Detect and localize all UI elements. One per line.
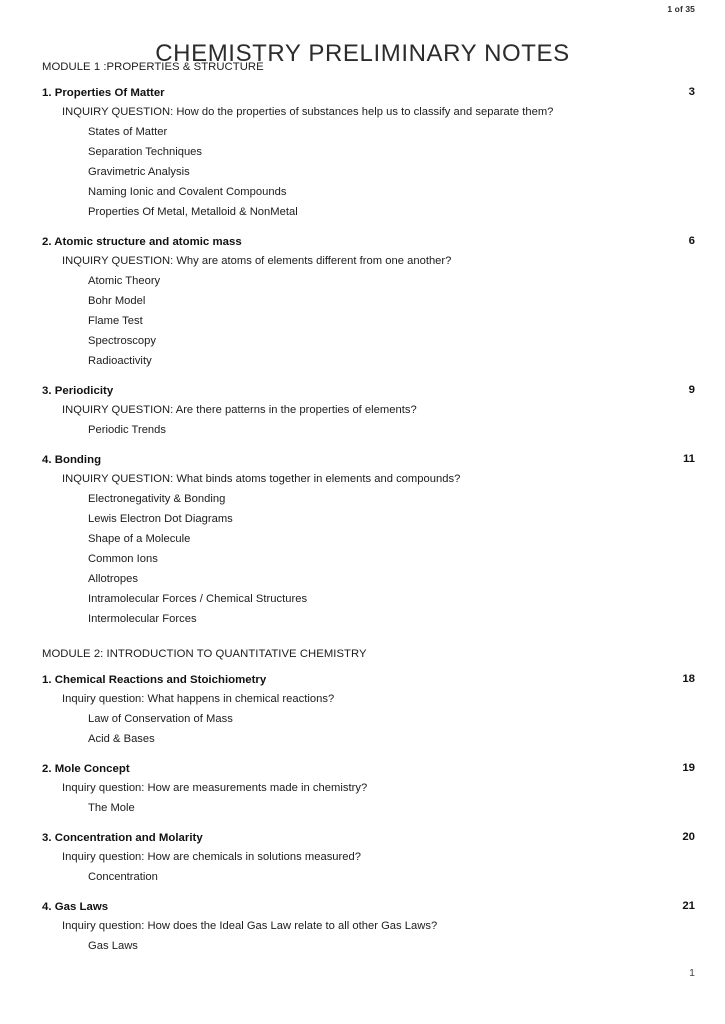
toc-section[interactable] [0,380,725,440]
topic-item[interactable]: Gas Laws [88,940,138,952]
topic-item[interactable]: Intermolecular Forces [88,613,197,625]
inquiry-question: Inquiry question: How are chemicals in solutions measured? [62,851,362,863]
toc-section-page-number: 18 [682,673,695,685]
document-title: CHEMISTRY PRELIMINARY NOTES [155,40,570,68]
toc-section-page-number: 11 [682,453,695,465]
toc-section-label: 4. Gas Laws [42,901,109,913]
inquiry-question: INQUIRY QUESTION: Are there patterns in the properties of elements? [62,404,417,416]
toc-section[interactable] [0,896,725,956]
toc-section[interactable] [0,82,725,222]
toc-section-label: 1. Properties Of Matter [42,87,165,99]
topic-item[interactable]: Naming Ionic and Covalent Compounds [88,186,287,198]
toc-section-heading[interactable] [42,827,695,847]
toc-section[interactable] [0,231,725,371]
toc-section-page-number: 19 [682,762,695,774]
toc-section-heading[interactable] [42,758,695,778]
toc-section-label: 1. Chemical Reactions and Stoichiometry [42,674,267,686]
toc-section-heading[interactable] [42,669,695,689]
toc-section[interactable] [0,758,725,818]
table-of-contents [0,59,725,956]
inquiry-question: INQUIRY QUESTION: How do the properties of substances help us to classify and separate them? [62,106,554,118]
page-number-footer: 1 [689,967,695,979]
toc-section[interactable] [0,449,725,629]
topic-item[interactable]: Spectroscopy [88,335,157,347]
topic-list [0,936,725,956]
toc-section[interactable] [0,669,725,749]
topic-list [0,420,725,440]
toc-section-page-number: 6 [688,235,695,247]
inquiry-question: Inquiry question: What happens in chemical reactions? [62,693,335,705]
toc-section-page-number: 3 [688,86,695,98]
topic-item[interactable]: Radioactivity [88,355,152,367]
toc-section-page-number: 21 [682,900,695,912]
topic-item[interactable]: Allotropes [88,573,138,585]
topic-item[interactable]: Separation Techniques [88,146,203,158]
topic-item[interactable]: Acid & Bases [88,733,155,745]
toc-section-heading[interactable] [42,231,695,251]
toc-section-page-number: 20 [682,831,695,843]
topic-item[interactable]: Law of Conservation of Mass [88,713,233,725]
topic-item[interactable]: The Mole [88,802,135,814]
topic-item[interactable]: Properties Of Metal, Metalloid & NonMetal [88,206,298,218]
topic-item[interactable]: Flame Test [88,315,143,327]
inquiry-question: Inquiry question: How does the Ideal Gas Law relate to all other Gas Laws? [62,920,438,932]
topic-item[interactable]: States of Matter [88,126,168,138]
module-title: MODULE 1 :PROPERTIES & STRUCTURE [42,61,264,73]
topic-item[interactable]: Intramolecular Forces / Chemical Structures [88,593,308,605]
topic-list [0,709,725,749]
topic-item[interactable]: Electronegativity & Bonding [88,493,226,505]
topic-list [0,122,725,222]
topic-list [0,271,725,371]
toc-section-heading[interactable] [42,449,695,469]
topic-item[interactable]: Concentration [88,871,158,883]
topic-item[interactable]: Common Ions [88,553,158,565]
topic-item[interactable]: Periodic Trends [88,424,167,436]
toc-section-heading[interactable] [42,896,695,916]
running-header-page-indicator: 1 of 35 [667,4,695,14]
toc-section-heading[interactable] [42,380,695,400]
toc-section-label: 2. Mole Concept [42,763,130,775]
module-block [0,646,725,956]
topic-list [0,867,725,887]
inquiry-question: Inquiry question: How are measurements made in chemistry? [62,782,368,794]
module-title: MODULE 2: INTRODUCTION TO QUANTITATIVE CHEMISTRY [42,648,367,660]
topic-item[interactable]: Shape of a Molecule [88,533,191,545]
toc-section-page-number: 9 [688,384,695,396]
toc-section-label: 3. Periodicity [42,385,114,397]
inquiry-question: INQUIRY QUESTION: What binds atoms together in elements and compounds? [62,473,461,485]
toc-section-heading[interactable] [42,82,695,102]
module-block [0,59,725,629]
topic-list [0,798,725,818]
toc-section-label: 2. Atomic structure and atomic mass [42,236,242,248]
topic-item[interactable]: Bohr Model [88,295,146,307]
toc-section-label: 4. Bonding [42,454,102,466]
topic-item[interactable]: Lewis Electron Dot Diagrams [88,513,233,525]
topic-list [0,489,725,629]
topic-item[interactable]: Atomic Theory [88,275,161,287]
toc-section[interactable] [0,827,725,887]
topic-item[interactable]: Gravimetric Analysis [88,166,190,178]
toc-section-label: 3. Concentration and Molarity [42,832,203,844]
inquiry-question: INQUIRY QUESTION: Why are atoms of elements different from one another? [62,255,452,267]
